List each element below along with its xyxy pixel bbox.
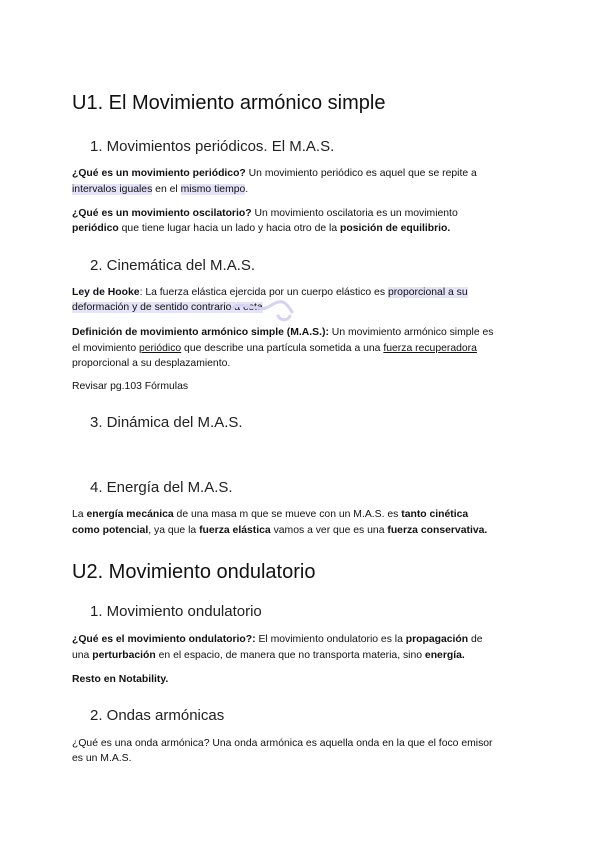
u2-s1-line2: [72, 648, 465, 664]
u1-s2-definition-line2: [72, 341, 477, 357]
text-run: vamos a ver que es una: [270, 525, 388, 536]
text-run: : La fuerza elástica ejercida por un cuerpo elástico es: [139, 287, 388, 298]
text-run: .: [245, 184, 249, 195]
u2-s1-line1: [72, 632, 483, 648]
bold-text: propagación: [405, 634, 469, 645]
question-bold: ¿Qué es un movimiento oscilatorio?: [72, 208, 252, 219]
u1-s1-paragraph1-line2: [72, 182, 248, 198]
u1-s1-paragraph2-line2: [72, 221, 450, 237]
bold-text: periódico: [72, 223, 119, 234]
u1-section1-heading: 1. Movimientos periódicos. El M.A.S.: [90, 138, 335, 155]
bold-text: energía mecánica: [86, 509, 174, 520]
u1-s2-definition-line3: proporcional a su desplazamiento.: [72, 358, 231, 369]
bold-text: posición de equilibrio.: [340, 223, 451, 234]
u1-s2-definition-line1: [72, 325, 494, 341]
text-run: , ya que la: [148, 525, 200, 536]
unit1-title: U1. El Movimiento armónico simple: [72, 92, 386, 114]
bold-text: como potencial: [72, 525, 149, 536]
text-run: Un movimiento armónico simple es: [328, 327, 494, 338]
text-run: de una masa m que se mueve con un M.A.S. es: [173, 509, 402, 520]
text-run: La: [72, 509, 87, 520]
u2-s1-note: Resto en Notability.: [72, 674, 169, 685]
highlighted-text: proporcional a su: [387, 287, 468, 298]
bold-text: Definición de movimiento armónico simple (M.A.S.):: [72, 327, 329, 338]
underlined-text: periódico: [139, 343, 182, 354]
bold-text: tanto cinética: [401, 509, 469, 520]
question-bold: ¿Qué es el movimiento ondulatorio?:: [72, 634, 256, 645]
u2-s2-line2: es un M.A.S.: [72, 753, 132, 764]
question-bold: ¿Qué es un movimiento periódico?: [72, 168, 246, 179]
text-run: Un movimiento oscilatoria es un movimiento: [251, 208, 458, 219]
u1-section4-heading: 4. Energía del M.A.S.: [90, 479, 233, 496]
u1-section2-heading: 2. Cinemática del M.A.S.: [90, 257, 256, 274]
u1-s4-line1: [72, 507, 468, 523]
text-run: El movimiento ondulatorio es la: [255, 634, 406, 645]
u1-s1-paragraph2-line1: [72, 206, 458, 222]
u2-s2-line1: ¿Qué es una onda armónica? Una onda armónica es aquella onda en la que el foco emisor: [72, 738, 493, 749]
bold-text: perturbación: [92, 650, 156, 661]
text-run: Un movimiento periódico es aquel que se repite a: [245, 168, 477, 179]
bold-text: Ley de Hooke: [72, 287, 140, 298]
bold-text: energía.: [424, 650, 465, 661]
u1-section3-heading: 3. Dinámica del M.A.S.: [90, 414, 243, 431]
bold-text: fuerza elástica: [199, 525, 271, 536]
u1-s4-line2: [72, 523, 487, 539]
u2-section1-heading: 1. Movimiento ondulatorio: [90, 603, 262, 620]
highlighted-text: mismo tiempo: [180, 184, 246, 195]
highlighted-text: deformación y de sentido contrario a esta: [72, 302, 263, 313]
text-run: en el: [152, 184, 181, 195]
underlined-text: fuerza recuperadora: [383, 343, 477, 354]
u1-s1-paragraph1-line1: [72, 166, 477, 182]
text-run: de: [468, 634, 483, 645]
text-run: el movimiento: [72, 343, 139, 354]
u2-section2-heading: 2. Ondas armónicas: [90, 707, 225, 724]
handwritten-squiggle-mark: [228, 296, 298, 326]
text-run: que tiene lugar hacia un lado y hacia otro de la: [118, 223, 341, 234]
text-run: una: [72, 650, 93, 661]
text-run: en el espacio, de manera que no transporta materia, sino: [155, 650, 425, 661]
text-run: que describe una partícula sometida a una: [181, 343, 384, 354]
u1-s2-note: Revisar pg.103 Fórmulas: [72, 381, 189, 392]
highlighted-text: intervalos iguales: [72, 184, 153, 195]
unit2-title: U2. Movimiento ondulatorio: [72, 561, 316, 583]
bold-text: fuerza conservativa.: [387, 525, 488, 536]
text-run: .: [262, 302, 266, 313]
